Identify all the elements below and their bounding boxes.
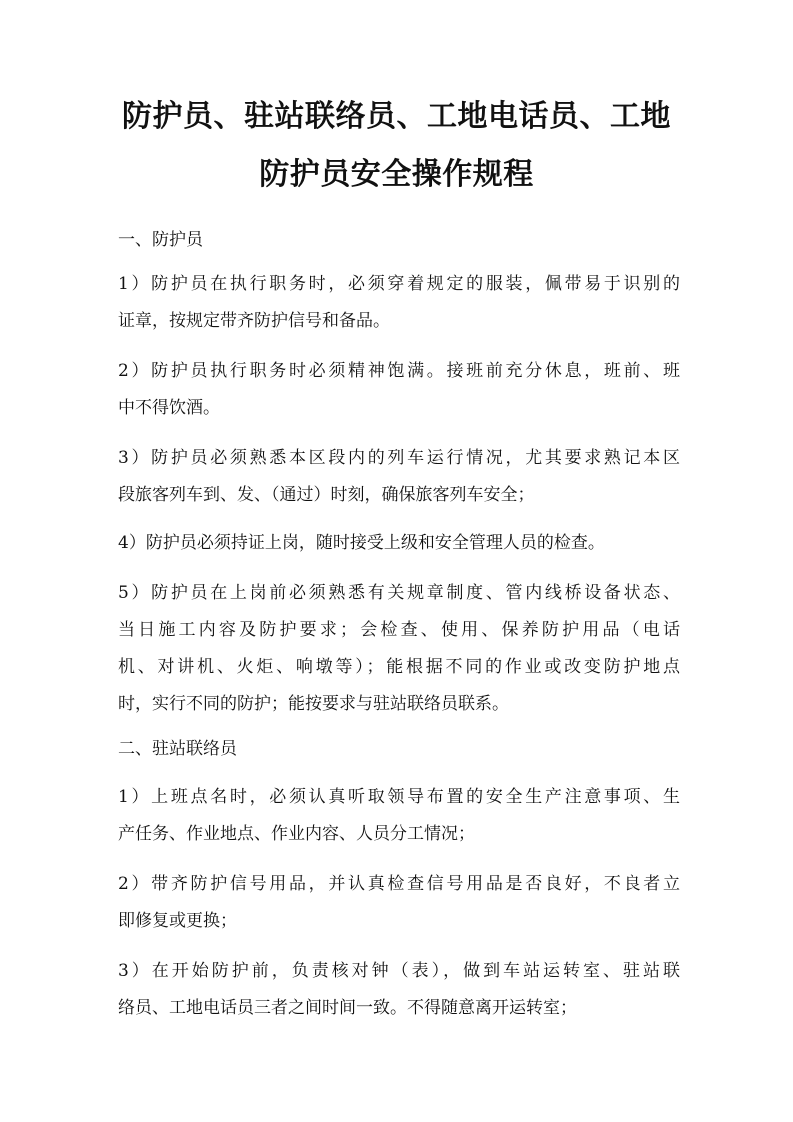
paragraph-line: 机、对讲机、火炬、响墩等）；能根据不同的作业或改变防护地点 — [118, 657, 680, 677]
paragraph-line: 产任务、作业地点、作业内容、人员分工情况； — [118, 824, 475, 844]
paragraph-line: 4）防护员必须持证上岗，随时接受上级和安全管理人员的检查。 — [118, 533, 605, 553]
paragraph-line: 1）防护员在执行职务时，必须穿着规定的服装，佩带易于识别的 — [118, 274, 680, 294]
paragraph-line: 3）防护员必须熟悉本区段内的列车运行情况，尤其要求熟记本区 — [118, 448, 680, 468]
paragraph-2-1 — [118, 779, 680, 853]
paragraph-line: 5）防护员在上岗前必须熟悉有关规章制度、管内线桥设备状态、 — [118, 583, 680, 603]
document-title-line-2: 防护员安全操作规程 — [259, 157, 534, 192]
paragraph-line: 当日施工内容及防护要求；会检查、使用、保养防护用品（电话 — [118, 620, 680, 640]
paragraph-line: 证章，按规定带齐防护信号和备品。 — [118, 311, 390, 331]
paragraph-1-1 — [118, 266, 680, 340]
paragraph-line: 即修复或更换； — [118, 911, 237, 931]
paragraph-2-3 — [118, 953, 680, 1027]
document-title-line-1: 防护员、驻站联络员、工地电话员、工地 — [122, 99, 671, 134]
paragraph-line: 段旅客列车到、发、（通过）时刻，确保旅客列车安全； — [118, 485, 535, 505]
paragraph-line: 1）上班点名时，必须认真听取领导布置的安全生产注意事项、生 — [118, 787, 680, 807]
section-heading-2: 二、驻站联络员 — [118, 739, 237, 759]
paragraph-line: 3）在开始防护前，负责核对钟（表），做到车站运转室、驻站联 — [118, 961, 680, 981]
paragraph-1-2 — [118, 353, 680, 427]
paragraph-line: 络员、工地电话员三者之间时间一致。不得随意离开运转室； — [118, 998, 577, 1018]
paragraph-1-5 — [118, 575, 680, 723]
paragraph-line: 中不得饮酒。 — [118, 398, 220, 418]
section-heading-1: 一、防护员 — [118, 230, 203, 250]
paragraph-1-4 — [118, 525, 680, 562]
paragraph-line: 2）防护员执行职务时必须精神饱满。接班前充分休息，班前、班 — [118, 361, 680, 381]
paragraph-line: 2）带齐防护信号用品，并认真检查信号用品是否良好，不良者立 — [118, 874, 680, 894]
paragraph-line: 时，实行不同的防护；能按要求与驻站联络员联系。 — [118, 694, 509, 714]
paragraph-2-2 — [118, 866, 680, 940]
paragraph-1-3 — [118, 440, 680, 514]
